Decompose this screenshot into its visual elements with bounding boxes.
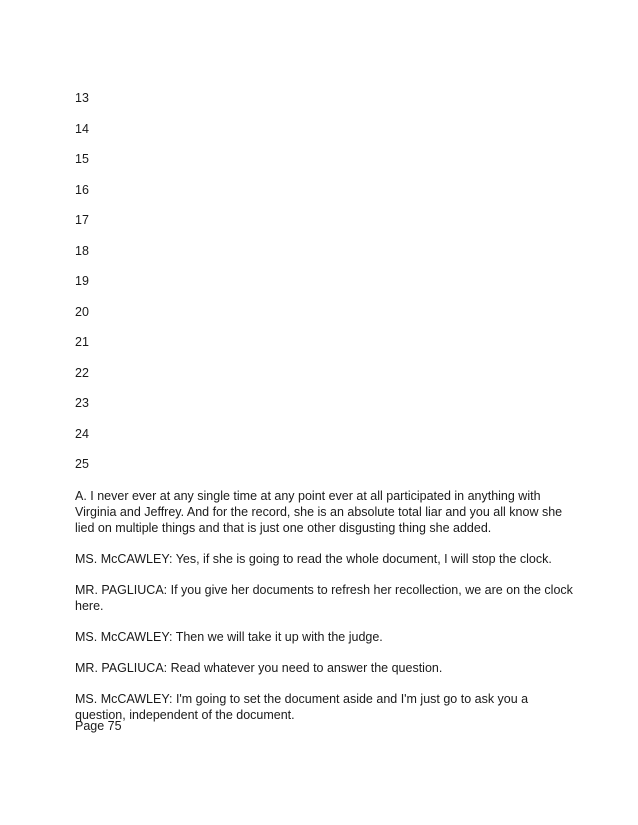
line-number: 24 [75, 426, 89, 441]
transcript-paragraph: MS. McCAWLEY: Then we will take it up with the judge. [75, 630, 383, 644]
line-number: 23 [75, 396, 89, 410]
answer-paragraph: A. I never ever at any single time at any point ever at all participated in anything with Virginia and Jeffrey. And for the record, she is an absolute total liar and you all know she lied on multiple things and that is just one other disgusting thing she added. [75, 489, 563, 535]
line-number: 25 [75, 457, 89, 471]
line-number: 17 [75, 213, 89, 227]
line-number: 19 [75, 274, 89, 288]
line-number: 21 [75, 335, 89, 349]
transcript-body [75, 488, 575, 738]
transcript-paragraph: MS. McCAWLEY: Yes, if she is going to read the whole document, I will stop the clock. [75, 552, 552, 566]
line-number: 13 [75, 91, 89, 105]
line-number: 18 [75, 243, 89, 258]
line-number: 20 [75, 304, 89, 319]
transcript-paragraph: MR. PAGLIUCA: Read whatever you need to answer the question. [75, 661, 443, 675]
line-number: 22 [75, 365, 89, 380]
line-number: 14 [75, 121, 89, 136]
transcript-paragraph: MS. McCAWLEY: I'm going to set the document aside and I'm just go to ask you a question, independent of the document. [75, 692, 529, 722]
line-number: 15 [75, 152, 89, 166]
transcript-paragraph: MR. PAGLIUCA: If you give her documents to refresh her recollection, we are on the clock here. [75, 583, 573, 613]
line-number-column [75, 90, 135, 487]
page-number: Page 75 [75, 719, 122, 733]
line-number: 16 [75, 182, 89, 197]
